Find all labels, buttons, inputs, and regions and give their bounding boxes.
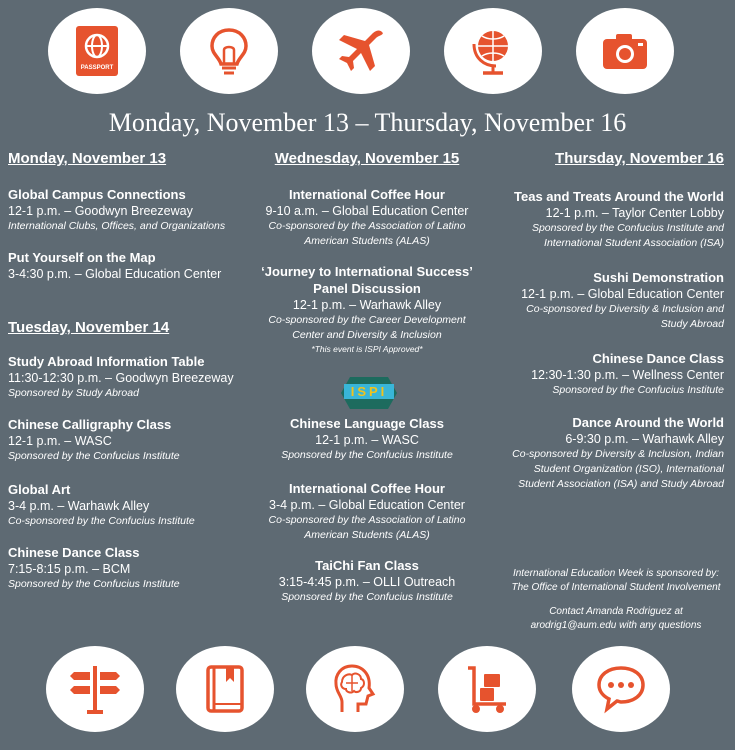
event-name: Teas and Treats Around the World [514, 189, 724, 204]
brain-head-icon [328, 662, 382, 716]
airplane-icon [334, 24, 388, 78]
event-time: 7:15-8:15 p.m. – BCM [8, 562, 131, 576]
event-sponsor: International Clubs, Offices, and Organizations [8, 220, 226, 232]
event-item [8, 544, 258, 592]
event-sponsor: Sponsored by the Confucius Institute [552, 384, 724, 396]
camera-icon [598, 24, 652, 78]
event-time: 12-1 p.m. – Goodwyn Breezeway [8, 204, 193, 218]
event-name: Put Yourself on the Map [8, 250, 156, 265]
event-sponsor: Sponsored by the Confucius Institute [281, 449, 453, 461]
footer-sponsor-line: International Education Week is sponsored by: [512, 568, 720, 579]
event-time: 12-1 p.m. – Taylor Center Lobby [545, 206, 724, 220]
event-sponsor: Co-sponsored by the Association of Latino American Students (ALAS) [268, 220, 466, 247]
footer-contact [505, 605, 727, 633]
event-sponsor: Sponsored by the Confucius Institute [281, 591, 453, 603]
event-time: 3-4:30 p.m. – Global Education Center [8, 267, 222, 281]
event-time: 3-4 p.m. – Warhawk Alley [8, 499, 150, 513]
event-item [8, 481, 258, 529]
event-name: Chinese Language Class [290, 416, 444, 431]
wednesday-header: Wednesday, November 15 [274, 150, 460, 167]
event-name: Study Abroad Information Table [8, 354, 205, 369]
speech-bubble-circle [572, 646, 670, 732]
brain-circle [306, 646, 404, 732]
event-item [258, 480, 476, 543]
airplane-circle [312, 8, 410, 94]
footer-sponsor [505, 567, 727, 595]
event-sponsor: Co-sponsored by Diversity & Inclusion, Indian Student Organization (ISO), International Student Association (ISA) and Study Abroad [512, 448, 724, 490]
event-sponsor: Sponsored by the Confucius Institute [8, 578, 180, 590]
event-name: Global Campus Connections [8, 187, 186, 202]
lightbulb-circle [180, 8, 278, 94]
event-item [500, 350, 724, 398]
globe-circle [444, 8, 542, 94]
luggage-cart-icon [460, 662, 514, 716]
event-sponsor: Co-sponsored by the Confucius Institute [8, 515, 195, 527]
event-time: 3:15-4:45 p.m. – OLLI Outreach [278, 575, 456, 589]
event-time: 12-1 p.m. – WASC [315, 433, 419, 447]
footer-contact-line: arodrig1@aum.edu with any questions [530, 620, 702, 631]
event-sponsor: Sponsored by the Confucius Institute [8, 450, 180, 462]
event-item [258, 263, 476, 355]
event-sponsor: Co-sponsored by the Association of Latino American Students (ALAS) [268, 514, 466, 541]
event-time: 12-1 p.m. – Global Education Center [521, 287, 724, 301]
event-name: TaiChi Fan Class [315, 558, 419, 573]
event-time: 11:30-12:30 p.m. – Goodwyn Breezeway [8, 371, 234, 385]
event-item [258, 415, 476, 463]
event-item [8, 249, 258, 282]
event-time: 6-9:30 p.m. – Warhawk Alley [565, 432, 724, 446]
event-name: International Coffee Hour [288, 187, 445, 202]
event-name: International Coffee Hour [288, 481, 445, 496]
event-sponsor: Sponsored by Study Abroad [8, 387, 139, 399]
thursday-header: Thursday, November 16 [555, 150, 724, 167]
event-sponsor: Co-sponsored by Diversity & Inclusion and Study Abroad [526, 303, 724, 330]
event-item [258, 557, 476, 605]
speech-bubble-icon [594, 662, 648, 716]
event-sponsor: Sponsored by the Confucius Institute and International Student Association (ISA) [531, 222, 724, 249]
footer-contact-line: Contact Amanda Rodriguez at [549, 606, 683, 617]
signpost-icon [68, 662, 122, 716]
thursday-column [500, 150, 724, 492]
event-name: Dance Around the World [572, 415, 724, 430]
tuesday-header: Tuesday, November 14 [8, 319, 170, 336]
event-time: 3-4 p.m. – Global Education Center [269, 498, 465, 512]
event-item [500, 414, 724, 492]
luggage-cart-circle [438, 646, 536, 732]
camera-circle [576, 8, 674, 94]
book-circle [176, 646, 274, 732]
event-item [500, 188, 724, 251]
event-time: 12-1 p.m. – WASC [8, 434, 112, 448]
event-item [8, 186, 258, 234]
event-item [8, 353, 258, 401]
event-name: Chinese Calligraphy Class [8, 417, 172, 432]
lightbulb-icon [202, 24, 256, 78]
passport-label: PASSPORT [80, 65, 114, 71]
event-time: 9-10 a.m. – Global Education Center [265, 204, 469, 218]
monday-tuesday-column [8, 150, 258, 592]
event-time: 12-1 p.m. – Warhawk Alley [292, 298, 442, 312]
event-item [8, 416, 258, 464]
event-sponsor: Co-sponsored by the Career Development Center and Diversity & Inclusion [268, 314, 466, 341]
event-name: ‘Journey to International Success’ Panel Discussion [261, 264, 473, 296]
event-name: Chinese Dance Class [592, 351, 724, 366]
footer-sponsor-line: The Office of International Student Involvement [511, 582, 721, 593]
ispi-logo [340, 376, 398, 410]
passport-circle [48, 8, 146, 94]
event-note: *This event is ISPI Approved* [311, 344, 423, 354]
passport-icon [70, 24, 124, 78]
signpost-circle [46, 646, 144, 732]
event-time: 12:30-1:30 p.m. – Wellness Center [531, 368, 724, 382]
page-title: Monday, November 13 – Thursday, November 16 [108, 108, 627, 137]
event-name: Global Art [8, 482, 71, 497]
ispi-logo-text: ISPI [350, 384, 388, 399]
globe-icon [466, 24, 520, 78]
event-name: Chinese Dance Class [8, 545, 140, 560]
monday-header: Monday, November 13 [8, 150, 167, 167]
event-item [258, 186, 476, 249]
event-item [500, 269, 724, 332]
book-icon [198, 662, 252, 716]
event-name: Sushi Demonstration [593, 270, 724, 285]
